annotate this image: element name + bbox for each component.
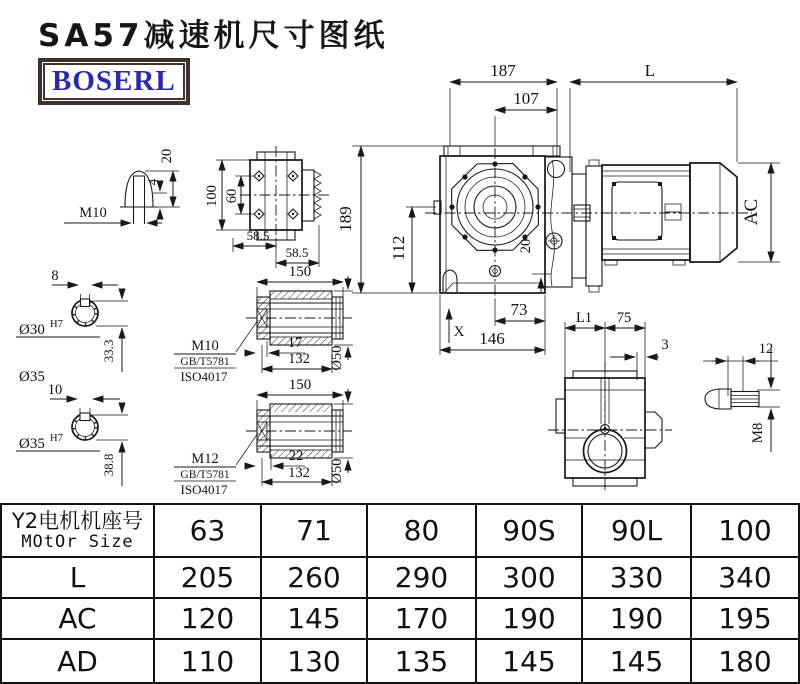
- col-header-63: 63: [155, 505, 262, 558]
- table-header-en: MOtOr Size: [21, 531, 134, 552]
- plug-dim-20-label: 20: [159, 148, 175, 164]
- col-header-90S: 90S: [477, 505, 583, 558]
- bore-section-view-1: [16, 268, 128, 372]
- brand-logo-text: BOSERL: [43, 63, 185, 100]
- col-header-80: 80: [368, 505, 477, 558]
- motor-size-table: [0, 503, 800, 684]
- shaft1-dim-132-label: 132: [288, 351, 310, 367]
- table-cell: 330: [583, 558, 692, 599]
- shaft1-thread-label: M10: [191, 338, 219, 354]
- bore-section-view-2: [16, 382, 128, 486]
- shaft1-dim-150-label: 150: [288, 264, 312, 280]
- col-header-71: 71: [262, 505, 368, 558]
- shaft2-thread-label: M12: [191, 451, 219, 467]
- motor-side-view: [425, 163, 752, 265]
- flange-dim-585a-label: 58.5: [246, 228, 270, 243]
- bolt-thread-label: M8: [750, 422, 766, 444]
- table-cell: 190: [477, 599, 583, 640]
- col-header-100: 100: [692, 505, 798, 558]
- table-cell: 190: [583, 599, 692, 640]
- shaft2-dim-150-label: 150: [288, 377, 312, 393]
- table-cell: 120: [155, 599, 262, 640]
- bore1-tol-label: H7: [50, 319, 63, 330]
- row-label-L: L: [2, 558, 155, 599]
- col-header-90L: 90L: [583, 505, 692, 558]
- table-cell: 145: [262, 599, 368, 640]
- flange-dim-585b-label: 58.5: [285, 245, 309, 260]
- shaft2-std1-label: GB/T5781: [180, 469, 230, 481]
- table-cell: 130: [262, 640, 368, 682]
- topview-dim-75-label: 75: [616, 310, 632, 326]
- table-header-motor-size: [2, 505, 155, 558]
- table-cell: 145: [477, 640, 583, 682]
- shaft2-std2-label: ISO4017: [180, 482, 228, 497]
- table-cell: 170: [368, 599, 477, 640]
- dim-112-label: 112: [389, 235, 408, 261]
- page-title: SA57减速机尺寸图纸: [38, 18, 389, 54]
- bore1-keyway-width-label: 8: [51, 268, 59, 284]
- table-cell: 195: [692, 599, 798, 640]
- shaft1-std2-label: ISO4017: [180, 369, 228, 384]
- table-cell: 145: [583, 640, 692, 682]
- table-cell: 110: [155, 640, 262, 682]
- mounting-bolt-view: [703, 341, 780, 452]
- topview-dim-L1-label: L1: [575, 310, 593, 326]
- table-cell: 340: [692, 558, 798, 599]
- table-cell: 135: [368, 640, 477, 682]
- dim-107-label: 107: [513, 89, 539, 108]
- dia-35-label: Ø35: [19, 369, 45, 385]
- motor-adapter: [545, 157, 602, 292]
- shaft2-dim-22-label: 22: [288, 448, 304, 464]
- hollow-shaft-view-1: [174, 264, 353, 384]
- shaft1-dim-17-label: 17: [287, 335, 303, 351]
- bore1-keyway-depth-label: 33.3: [101, 339, 116, 363]
- table-header-cn: Y2电机机座号: [11, 508, 144, 533]
- flange-dim-60-label: 60: [224, 188, 240, 204]
- bore2-keyway-depth-label: 38.8: [101, 453, 116, 477]
- table-cell: 300: [477, 558, 583, 599]
- shaft1-dia-50-label: Ø50: [329, 345, 345, 371]
- main-view-dimensions: [336, 61, 780, 355]
- flange-top-view: [204, 146, 330, 268]
- shaft2-dim-132-label: 132: [288, 465, 310, 481]
- dim-146-label: 146: [479, 329, 505, 348]
- table-cell: 260: [262, 558, 368, 599]
- bore2-dia-label: Ø35: [19, 436, 45, 452]
- gearbox-top-view: [548, 310, 672, 492]
- row-label-AD: AD: [2, 640, 155, 682]
- dim-73-label: 73: [510, 300, 528, 319]
- plug-thread-label: M10: [79, 205, 107, 221]
- dim-L-label: L: [644, 61, 656, 80]
- arrow-x-label: X: [453, 324, 465, 340]
- bore2-tol-label: H7: [50, 433, 63, 444]
- bore2-keyway-width-label: 10: [47, 382, 63, 398]
- shaft2-dia-50-label: Ø50: [329, 458, 345, 484]
- dim-189-label: 189: [336, 206, 355, 232]
- dim-20-label: 20: [518, 238, 534, 254]
- plug-dim-4-label: 4: [145, 178, 160, 186]
- bore1-dia-label: Ø30: [19, 322, 45, 338]
- hollow-shaft-view-2: [174, 377, 353, 497]
- table-cell: 180: [718, 644, 772, 678]
- bolt-dim-12-label: 12: [758, 341, 774, 357]
- dim-187-label: 187: [490, 61, 516, 80]
- topview-dim-3-label: 3: [661, 337, 669, 353]
- flange-dim-100-label: 100: [204, 185, 220, 207]
- breather-plug-view: [64, 149, 180, 224]
- table-cell: 290: [368, 558, 477, 599]
- table-cell: 205: [155, 558, 262, 599]
- shaft1-std1-label: GB/T5781: [180, 356, 230, 368]
- gearbox-front-view: [434, 146, 560, 300]
- row-label-AC: AC: [2, 599, 155, 640]
- dim-AC-label: AC: [741, 198, 762, 226]
